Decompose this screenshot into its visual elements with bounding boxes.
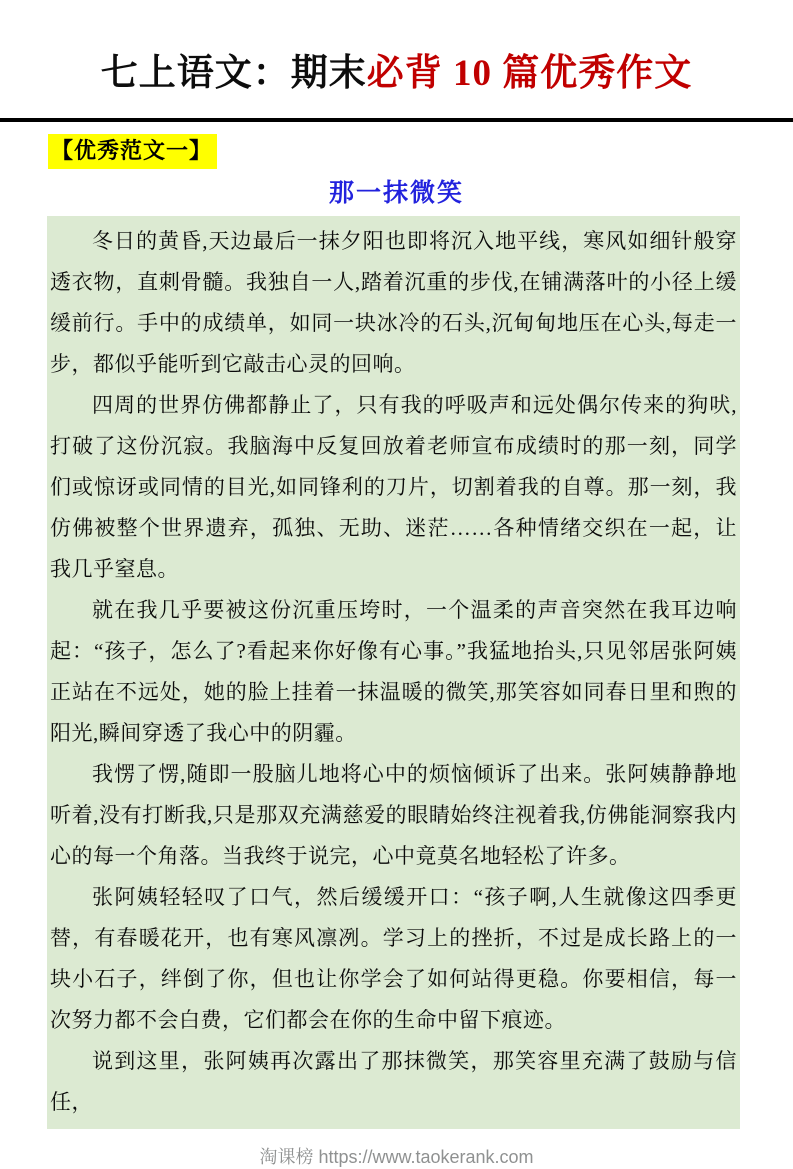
footer-watermark: 淘课榜 https://www.taokerank.com — [259, 1147, 534, 1167]
essay-paragraph-6: 说到这里，张阿姨再次露出了那抹微笑，那笑容里充满了鼓励与信任， — [50, 1049, 737, 1114]
essay-paragraph-5: 张阿姨轻轻叹了口气，然后缓缓开口：“孩子啊,人生就像这四季更替，有春暖花开，也有寒风凛冽。学习上的挫折，不过是成长路上的一块小石子，绊倒了你，但也让你学会了如何站得更稳。你要相信，每一次努力都不会白费，它们都会在你的生命中留下痕迹。 — [50, 885, 737, 1032]
essay-paragraph-1: 冬日的黄昏,天边最后一抹夕阳也即将沉入地平线，寒风如细针般穿透衣物，直刺骨髓。我独自一人,踏着沉重的步伐,在铺满落叶的小径上缓缓前行。手中的成绩单，如同一块冰冷的石头,沉甸甸地压在心头,每走一步，都似乎能听到它敲击心灵的回响。 — [50, 229, 737, 376]
essay-paragraph-2: 四周的世界仿佛都静止了，只有我的呼吸声和远处偶尔传来的狗吠,打破了这份沉寂。我脑海中反复回放着老师宣布成绩时的那一刻，同学们或惊讶或同情的目光,如同锋利的刀片，切割着我的自尊。那一刻，我仿佛被整个世界遗弃，孤独、无助、迷茫……各种情绪交织在一起，让我几乎窒息。 — [50, 393, 737, 581]
title-divider-rule — [0, 118, 793, 122]
document-title — [0, 0, 793, 100]
essay-body — [47, 216, 740, 1129]
essay-title: 那一抹微笑 — [328, 180, 464, 207]
section-label-row — [48, 134, 793, 169]
section-label: 【优秀范文一】 — [48, 134, 217, 169]
document-title-black-segment: 七上语文：期末 — [100, 53, 367, 94]
document-title-red-segment: 必背 10 篇优秀作文 — [366, 53, 693, 94]
essay-paragraph-3: 就在我几乎要被这份沉重压垮时，一个温柔的声音突然在我耳边响起：“孩子，怎么了?看起来你好像有心事。”我猛地抬头,只见邻居张阿姨正站在不远处，她的脸上挂着一抹温暖的微笑,那笑容如同春日里和煦的阳光,瞬间穿透了我心中的阴霾。 — [50, 598, 737, 745]
essay-paragraph-4: 我愣了愣,随即一股脑儿地将心中的烦恼倾诉了出来。张阿姨静静地听着,没有打断我,只是那双充满慈爱的眼睛始终注视着我,仿佛能洞察我内心的每一个角落。当我终于说完，心中竟莫名地轻松了许多。 — [50, 762, 737, 868]
